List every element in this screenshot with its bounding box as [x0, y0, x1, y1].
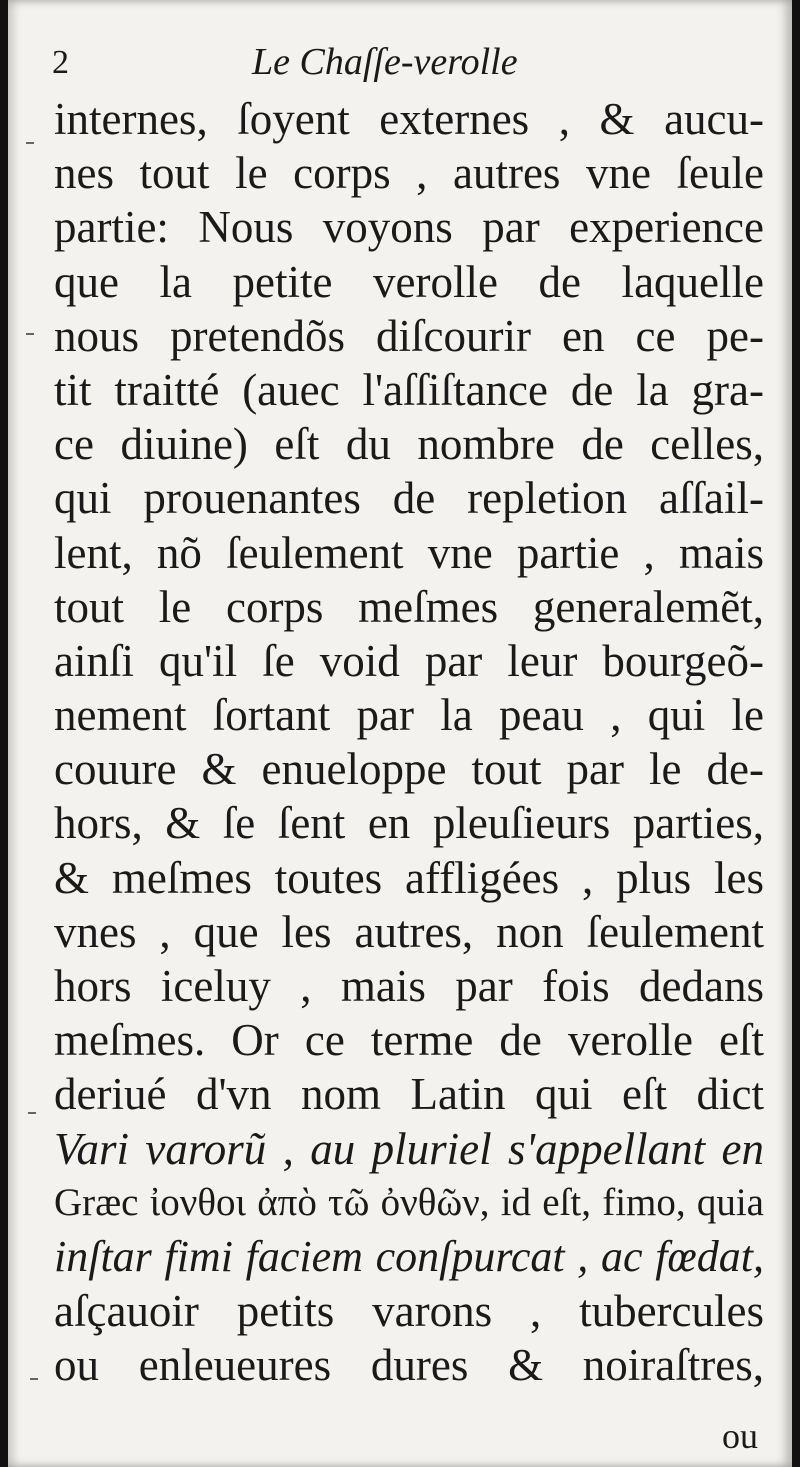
text-line: nement ſortant par la peau , qui le — [54, 690, 764, 741]
text-line: inſtar fimi faciem conſpurcat , ac fœdat, — [54, 1231, 764, 1281]
text-line: hors, & ſe ſent en pleuſieurs parties, — [54, 798, 764, 849]
text-line: nous pretendõs diſcourir en ce pe- — [54, 310, 764, 361]
text-line: que la petite verolle de laquelle — [54, 256, 764, 307]
text-line: Græc ἰονθοι ἀπὸ τῶ ὀνθῶν, id eſt, fimo, quia — [54, 1180, 764, 1224]
text-line: ainſi qu'il ſe void par leur bourgeõ- — [54, 635, 764, 686]
text-line: hors iceluy , mais par fois dedans — [54, 961, 764, 1011]
margin-mark — [30, 1378, 38, 1380]
margin-mark — [26, 333, 34, 335]
text-line: tit traitté (auec l'aſſiſtance de la gra- — [54, 364, 764, 415]
text-line: & meſmes toutes affligées , plus les — [54, 852, 764, 903]
book-page — [8, 0, 792, 1467]
text-line: ce diuine) eſt du nombre de celles, — [54, 419, 764, 470]
text-line: aſçauoir petits varons , tubercules — [54, 1286, 764, 1337]
text-line: deriué d'vn nom Latin qui eſt dict — [54, 1069, 764, 1120]
margin-mark — [28, 1112, 36, 1114]
text-line: ou enleueures dures & noiraſtres, — [54, 1340, 764, 1391]
running-title: Le Chaſſe-verolle — [252, 41, 518, 83]
text-line: couure & enueloppe tout par le de- — [54, 744, 764, 795]
page-header — [52, 38, 762, 98]
text-line: vnes , que les autres, non ſeulement — [54, 906, 764, 957]
page-number: 2 — [52, 44, 69, 81]
catchword: ou — [722, 1416, 758, 1456]
text-line: partie: Nous voyons par experience — [54, 202, 764, 253]
text-line: Vari varorũ , au pluriel s'appellant en — [54, 1123, 764, 1174]
body-text — [54, 92, 764, 1393]
text-line: internes, ſoyent externes , & aucu- — [54, 94, 764, 144]
text-line: meſmes. Or ce terme de verolle eſt — [54, 1015, 764, 1066]
text-line: lent, nõ ſeulement vne partie , mais — [54, 527, 764, 578]
text-line: qui prouenantes de repletion aſſail- — [54, 473, 764, 524]
text-line: tout le corps meſmes generalemẽt, — [54, 581, 764, 632]
text-line: nes tout le corps , autres vne ſeule — [54, 148, 764, 199]
margin-mark — [26, 142, 34, 144]
